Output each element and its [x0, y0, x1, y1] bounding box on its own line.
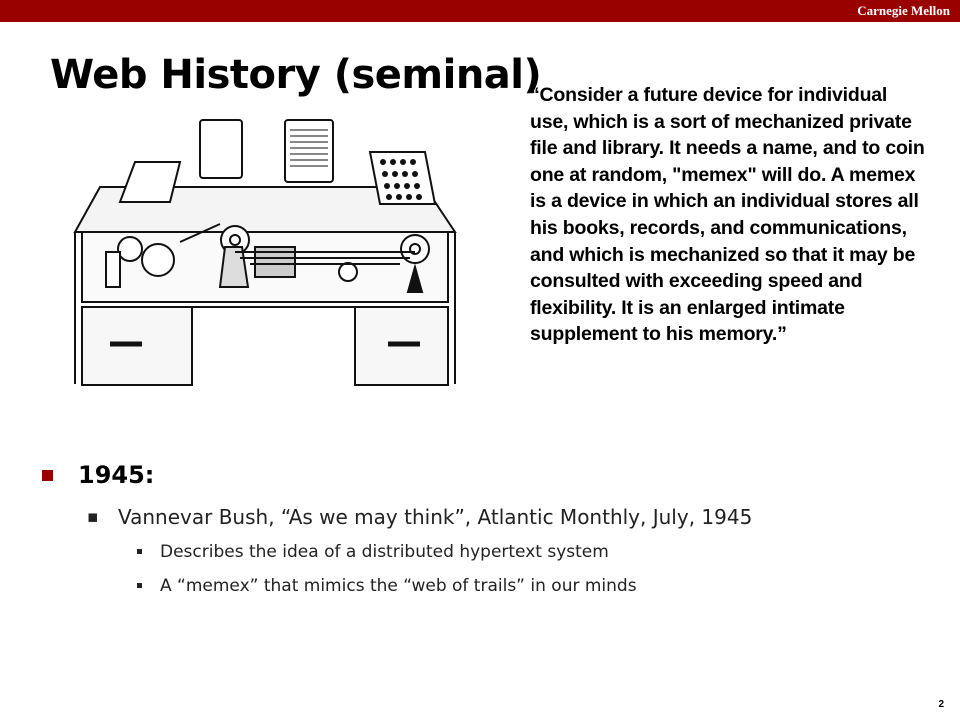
small-square-bullet-icon — [137, 549, 142, 554]
square-bullet-icon — [42, 470, 53, 481]
header-bar — [0, 0, 960, 22]
sub-bullet — [40, 572, 940, 600]
org-name: Carnegie Mellon — [857, 3, 950, 18]
page-number: 2 — [938, 699, 944, 710]
sub-bullet — [40, 538, 940, 566]
reference-text: Vannevar Bush, “As we may think”, Atlantic Monthly, July, 1945 — [118, 505, 753, 529]
checkbox-bullet-icon: ▪ — [87, 507, 99, 527]
bullet-year — [40, 458, 940, 492]
bullet-list — [40, 458, 940, 600]
small-square-bullet-icon — [137, 583, 142, 588]
memex-illustration — [70, 112, 460, 392]
reference-item — [40, 502, 940, 532]
slide-title: Web History (seminal) — [50, 52, 542, 98]
sub-bullet-text: Describes the idea of a distributed hypertext system — [160, 542, 609, 562]
sub-bullet-text: A “memex” that mimics the “web of trails” in our minds — [160, 576, 637, 596]
memex-quote: “Consider a future device for individual use, which is a sort of mechanized private file and library. It needs a name, and to coin one at random, "memex" will do. A memex is a device in which an individual stores all his books, records, and communications, and which is mechanized so that it may be consulted with exceeding speed and flexibility. It is an enlarged intimate supplement to his memory.” — [530, 84, 925, 346]
bullet-year-text: 1945: — [78, 461, 155, 489]
